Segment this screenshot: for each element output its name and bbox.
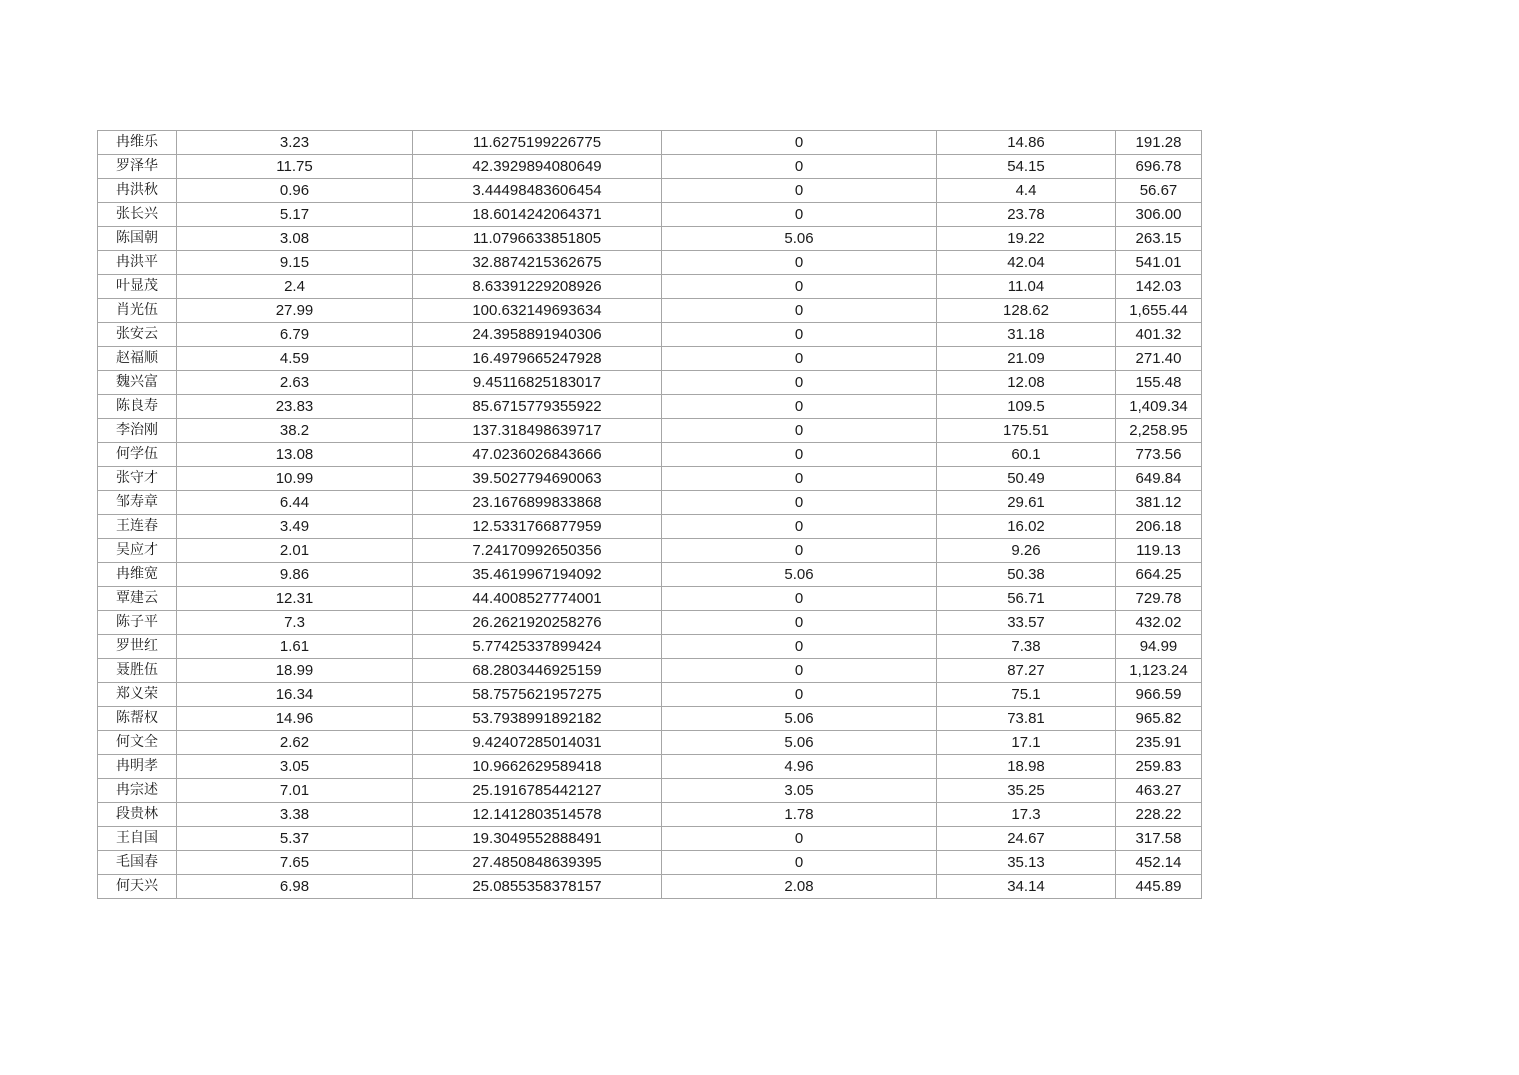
value-cell-1: 1.61	[177, 635, 413, 659]
value-cell-1: 2.4	[177, 275, 413, 299]
table-row	[98, 587, 1202, 611]
name-cell: 冉洪秋	[98, 179, 177, 203]
table-row	[98, 779, 1202, 803]
table-row	[98, 755, 1202, 779]
value-cell-1: 9.15	[177, 251, 413, 275]
value-cell-3: 0	[662, 467, 937, 491]
value-cell-3: 0	[662, 443, 937, 467]
value-cell-1: 18.99	[177, 659, 413, 683]
name-cell: 段贵林	[98, 803, 177, 827]
value-cell-3: 2.08	[662, 875, 937, 899]
value-cell-4: 35.13	[937, 851, 1116, 875]
total-cell: 206.18	[1116, 515, 1202, 539]
table-row	[98, 275, 1202, 299]
table-row	[98, 683, 1202, 707]
table-row	[98, 539, 1202, 563]
value-cell-2: 10.9662629589418	[413, 755, 662, 779]
table-row	[98, 827, 1202, 851]
total-cell: 271.40	[1116, 347, 1202, 371]
total-cell: 191.28	[1116, 131, 1202, 155]
value-cell-4: 175.51	[937, 419, 1116, 443]
name-cell: 张长兴	[98, 203, 177, 227]
name-cell: 罗世红	[98, 635, 177, 659]
value-cell-4: 50.49	[937, 467, 1116, 491]
value-cell-4: 60.1	[937, 443, 1116, 467]
value-cell-1: 5.37	[177, 827, 413, 851]
total-cell: 1,655.44	[1116, 299, 1202, 323]
value-cell-3: 5.06	[662, 563, 937, 587]
value-cell-1: 4.59	[177, 347, 413, 371]
value-cell-2: 5.77425337899424	[413, 635, 662, 659]
value-cell-1: 3.23	[177, 131, 413, 155]
table-row	[98, 323, 1202, 347]
name-cell: 赵福顺	[98, 347, 177, 371]
value-cell-4: 128.62	[937, 299, 1116, 323]
name-cell: 何天兴	[98, 875, 177, 899]
data-table	[97, 130, 1202, 899]
value-cell-4: 75.1	[937, 683, 1116, 707]
table-row	[98, 851, 1202, 875]
name-cell: 张安云	[98, 323, 177, 347]
value-cell-1: 9.86	[177, 563, 413, 587]
value-cell-3: 0	[662, 155, 937, 179]
value-cell-2: 11.0796633851805	[413, 227, 662, 251]
value-cell-1: 2.01	[177, 539, 413, 563]
table-row	[98, 491, 1202, 515]
name-cell: 郑义荣	[98, 683, 177, 707]
value-cell-3: 3.05	[662, 779, 937, 803]
value-cell-2: 47.0236026843666	[413, 443, 662, 467]
value-cell-4: 35.25	[937, 779, 1116, 803]
value-cell-1: 14.96	[177, 707, 413, 731]
value-cell-2: 42.3929894080649	[413, 155, 662, 179]
value-cell-1: 6.44	[177, 491, 413, 515]
value-cell-3: 0	[662, 659, 937, 683]
value-cell-3: 5.06	[662, 227, 937, 251]
value-cell-4: 54.15	[937, 155, 1116, 179]
name-cell: 冉明孝	[98, 755, 177, 779]
table-row	[98, 659, 1202, 683]
value-cell-3: 0	[662, 275, 937, 299]
value-cell-2: 24.3958891940306	[413, 323, 662, 347]
value-cell-3: 0	[662, 827, 937, 851]
value-cell-2: 23.1676899833868	[413, 491, 662, 515]
value-cell-3: 0	[662, 251, 937, 275]
value-cell-4: 109.5	[937, 395, 1116, 419]
value-cell-4: 9.26	[937, 539, 1116, 563]
table-row	[98, 875, 1202, 899]
value-cell-1: 27.99	[177, 299, 413, 323]
value-cell-2: 68.2803446925159	[413, 659, 662, 683]
total-cell: 664.25	[1116, 563, 1202, 587]
table-row	[98, 131, 1202, 155]
name-cell: 何文全	[98, 731, 177, 755]
total-cell: 1,123.24	[1116, 659, 1202, 683]
value-cell-4: 12.08	[937, 371, 1116, 395]
total-cell: 965.82	[1116, 707, 1202, 731]
value-cell-2: 18.6014242064371	[413, 203, 662, 227]
total-cell: 94.99	[1116, 635, 1202, 659]
name-cell: 冉洪平	[98, 251, 177, 275]
table-row	[98, 203, 1202, 227]
table-row	[98, 563, 1202, 587]
value-cell-1: 10.99	[177, 467, 413, 491]
value-cell-4: 23.78	[937, 203, 1116, 227]
value-cell-2: 25.0855358378157	[413, 875, 662, 899]
value-cell-4: 17.3	[937, 803, 1116, 827]
value-cell-2: 8.63391229208926	[413, 275, 662, 299]
total-cell: 259.83	[1116, 755, 1202, 779]
value-cell-3: 0	[662, 131, 937, 155]
total-cell: 696.78	[1116, 155, 1202, 179]
value-cell-1: 3.08	[177, 227, 413, 251]
value-cell-3: 0	[662, 587, 937, 611]
total-cell: 263.15	[1116, 227, 1202, 251]
value-cell-4: 24.67	[937, 827, 1116, 851]
value-cell-3: 0	[662, 683, 937, 707]
value-cell-2: 16.4979665247928	[413, 347, 662, 371]
value-cell-2: 53.7938991892182	[413, 707, 662, 731]
table-row	[98, 179, 1202, 203]
name-cell: 肖光伍	[98, 299, 177, 323]
table-row	[98, 443, 1202, 467]
name-cell: 魏兴富	[98, 371, 177, 395]
name-cell: 陈子平	[98, 611, 177, 635]
value-cell-3: 1.78	[662, 803, 937, 827]
table-row	[98, 395, 1202, 419]
value-cell-1: 11.75	[177, 155, 413, 179]
total-cell: 432.02	[1116, 611, 1202, 635]
value-cell-4: 31.18	[937, 323, 1116, 347]
value-cell-3: 0	[662, 491, 937, 515]
name-cell: 罗泽华	[98, 155, 177, 179]
name-cell: 陈良寿	[98, 395, 177, 419]
value-cell-2: 27.4850848639395	[413, 851, 662, 875]
value-cell-2: 44.4008527774001	[413, 587, 662, 611]
total-cell: 317.58	[1116, 827, 1202, 851]
value-cell-2: 3.44498483606454	[413, 179, 662, 203]
table-body	[98, 131, 1202, 899]
table-row	[98, 419, 1202, 443]
value-cell-1: 6.79	[177, 323, 413, 347]
value-cell-3: 0	[662, 179, 937, 203]
value-cell-1: 38.2	[177, 419, 413, 443]
total-cell: 966.59	[1116, 683, 1202, 707]
value-cell-3: 0	[662, 347, 937, 371]
value-cell-3: 4.96	[662, 755, 937, 779]
total-cell: 773.56	[1116, 443, 1202, 467]
value-cell-2: 35.4619967194092	[413, 563, 662, 587]
value-cell-4: 4.4	[937, 179, 1116, 203]
value-cell-1: 7.65	[177, 851, 413, 875]
value-cell-2: 25.1916785442127	[413, 779, 662, 803]
value-cell-1: 23.83	[177, 395, 413, 419]
table-row	[98, 467, 1202, 491]
value-cell-3: 0	[662, 323, 937, 347]
value-cell-2: 9.45116825183017	[413, 371, 662, 395]
value-cell-2: 39.5027794690063	[413, 467, 662, 491]
value-cell-3: 0	[662, 419, 937, 443]
table-row	[98, 515, 1202, 539]
value-cell-4: 7.38	[937, 635, 1116, 659]
value-cell-4: 14.86	[937, 131, 1116, 155]
name-cell: 覃建云	[98, 587, 177, 611]
value-cell-2: 32.8874215362675	[413, 251, 662, 275]
name-cell: 王连春	[98, 515, 177, 539]
value-cell-4: 21.09	[937, 347, 1116, 371]
table-row	[98, 299, 1202, 323]
table-row	[98, 731, 1202, 755]
name-cell: 毛国春	[98, 851, 177, 875]
value-cell-4: 56.71	[937, 587, 1116, 611]
value-cell-1: 7.01	[177, 779, 413, 803]
value-cell-3: 0	[662, 851, 937, 875]
name-cell: 陈国朝	[98, 227, 177, 251]
table-row	[98, 611, 1202, 635]
name-cell: 何学伍	[98, 443, 177, 467]
value-cell-1: 3.38	[177, 803, 413, 827]
name-cell: 李治刚	[98, 419, 177, 443]
value-cell-4: 33.57	[937, 611, 1116, 635]
total-cell: 729.78	[1116, 587, 1202, 611]
name-cell: 邹寿章	[98, 491, 177, 515]
value-cell-1: 12.31	[177, 587, 413, 611]
value-cell-4: 73.81	[937, 707, 1116, 731]
value-cell-2: 12.1412803514578	[413, 803, 662, 827]
value-cell-1: 7.3	[177, 611, 413, 635]
table-row	[98, 227, 1202, 251]
value-cell-2: 58.7575621957275	[413, 683, 662, 707]
value-cell-1: 5.17	[177, 203, 413, 227]
value-cell-4: 19.22	[937, 227, 1116, 251]
name-cell: 聂胜伍	[98, 659, 177, 683]
name-cell: 冉维宽	[98, 563, 177, 587]
table-row	[98, 803, 1202, 827]
value-cell-2: 137.318498639717	[413, 419, 662, 443]
value-cell-4: 17.1	[937, 731, 1116, 755]
total-cell: 445.89	[1116, 875, 1202, 899]
value-cell-2: 26.2621920258276	[413, 611, 662, 635]
total-cell: 235.91	[1116, 731, 1202, 755]
total-cell: 401.32	[1116, 323, 1202, 347]
total-cell: 155.48	[1116, 371, 1202, 395]
value-cell-1: 0.96	[177, 179, 413, 203]
value-cell-4: 42.04	[937, 251, 1116, 275]
value-cell-3: 0	[662, 395, 937, 419]
value-cell-1: 2.63	[177, 371, 413, 395]
table-row	[98, 155, 1202, 179]
name-cell: 叶显茂	[98, 275, 177, 299]
value-cell-4: 16.02	[937, 515, 1116, 539]
value-cell-2: 11.6275199226775	[413, 131, 662, 155]
total-cell: 452.14	[1116, 851, 1202, 875]
value-cell-4: 50.38	[937, 563, 1116, 587]
value-cell-2: 12.5331766877959	[413, 515, 662, 539]
table-row	[98, 251, 1202, 275]
value-cell-2: 9.42407285014031	[413, 731, 662, 755]
value-cell-4: 87.27	[937, 659, 1116, 683]
value-cell-4: 11.04	[937, 275, 1116, 299]
table-row	[98, 707, 1202, 731]
value-cell-2: 7.24170992650356	[413, 539, 662, 563]
value-cell-2: 100.632149693634	[413, 299, 662, 323]
value-cell-1: 3.49	[177, 515, 413, 539]
total-cell: 142.03	[1116, 275, 1202, 299]
total-cell: 119.13	[1116, 539, 1202, 563]
total-cell: 228.22	[1116, 803, 1202, 827]
table-row	[98, 371, 1202, 395]
value-cell-4: 34.14	[937, 875, 1116, 899]
total-cell: 463.27	[1116, 779, 1202, 803]
value-cell-1: 3.05	[177, 755, 413, 779]
value-cell-3: 0	[662, 515, 937, 539]
table-row	[98, 635, 1202, 659]
value-cell-3: 5.06	[662, 707, 937, 731]
value-cell-2: 19.3049552888491	[413, 827, 662, 851]
total-cell: 56.67	[1116, 179, 1202, 203]
value-cell-3: 0	[662, 611, 937, 635]
value-cell-3: 0	[662, 539, 937, 563]
total-cell: 2,258.95	[1116, 419, 1202, 443]
value-cell-2: 85.6715779355922	[413, 395, 662, 419]
value-cell-4: 18.98	[937, 755, 1116, 779]
total-cell: 306.00	[1116, 203, 1202, 227]
value-cell-1: 13.08	[177, 443, 413, 467]
value-cell-1: 16.34	[177, 683, 413, 707]
total-cell: 1,409.34	[1116, 395, 1202, 419]
value-cell-3: 0	[662, 635, 937, 659]
value-cell-1: 6.98	[177, 875, 413, 899]
value-cell-1: 2.62	[177, 731, 413, 755]
name-cell: 冉维乐	[98, 131, 177, 155]
value-cell-3: 0	[662, 371, 937, 395]
table-row	[98, 347, 1202, 371]
total-cell: 649.84	[1116, 467, 1202, 491]
total-cell: 381.12	[1116, 491, 1202, 515]
name-cell: 王自国	[98, 827, 177, 851]
value-cell-4: 29.61	[937, 491, 1116, 515]
value-cell-3: 0	[662, 299, 937, 323]
total-cell: 541.01	[1116, 251, 1202, 275]
value-cell-3: 0	[662, 203, 937, 227]
name-cell: 张守才	[98, 467, 177, 491]
name-cell: 吴应才	[98, 539, 177, 563]
name-cell: 陈帮权	[98, 707, 177, 731]
value-cell-3: 5.06	[662, 731, 937, 755]
name-cell: 冉宗述	[98, 779, 177, 803]
